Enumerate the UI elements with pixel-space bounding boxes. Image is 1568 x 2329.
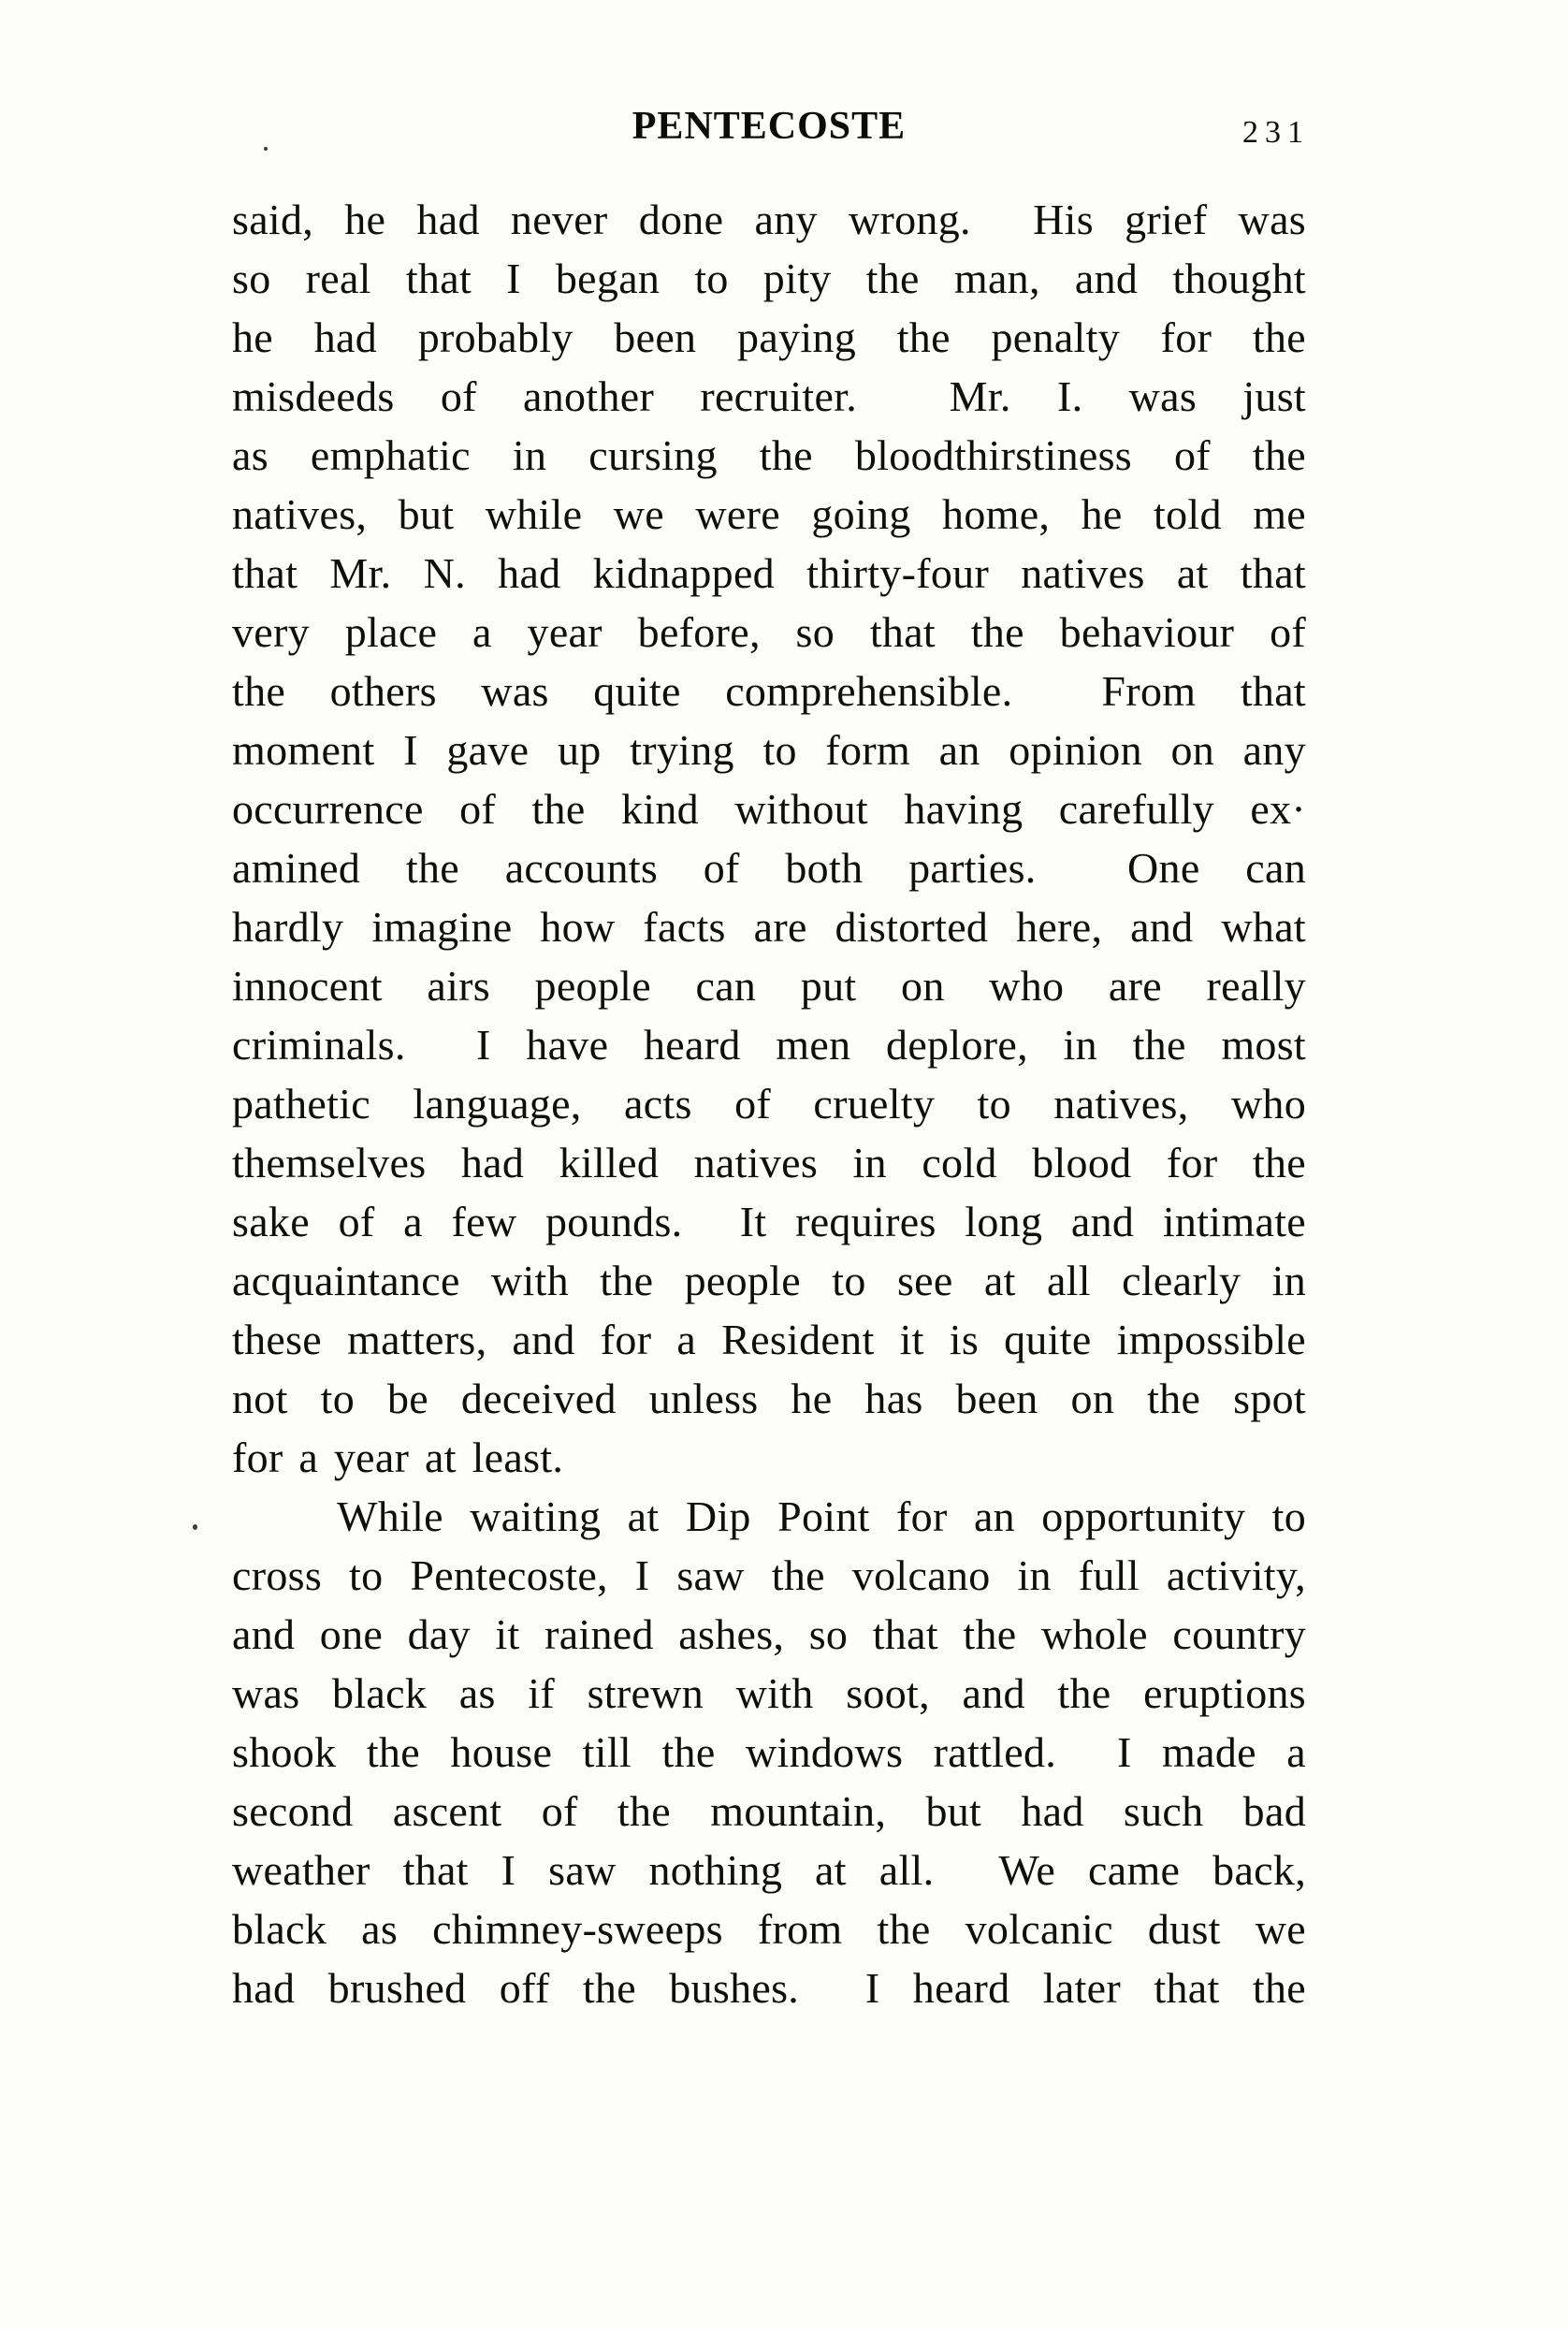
text-line: misdeeds of another recruiter. Mr. I. was just xyxy=(232,372,1306,420)
text-line: hardly imagine how facts are distorted here, and what xyxy=(232,903,1306,951)
text-line: amined the accounts of both parties. One can xyxy=(232,844,1306,892)
text-line: had brushed off the bushes. I heard later that the xyxy=(232,1964,1306,2012)
text-line: themselves had killed natives in cold blood for the xyxy=(232,1139,1306,1186)
text-line: as emphatic in cursing the bloodthirstiness of the xyxy=(232,431,1306,479)
text-line: not to be deceived unless he has been on the spot xyxy=(232,1375,1306,1422)
text-line: black as chimney-sweeps from the volcanic dust we xyxy=(232,1905,1306,1953)
text-line: these matters, and for a Resident it is quite impossible xyxy=(232,1316,1306,1363)
text-line: that Mr. N. had kidnapped thirty-four natives at that xyxy=(232,549,1306,597)
scan-artifact xyxy=(193,1524,197,1530)
text-line: pathetic language, acts of cruelty to natives, who xyxy=(232,1080,1306,1128)
text-line: and one day it rained ashes, so that the whole country xyxy=(232,1610,1306,1658)
page-text-block xyxy=(232,190,1306,2017)
text-line: shook the house till the windows rattled. I made a xyxy=(232,1728,1306,1776)
text-line: second ascent of the mountain, but had such bad xyxy=(232,1787,1306,1835)
text-line: so real that I began to pity the man, and thought xyxy=(232,255,1306,302)
text-line: moment I gave up trying to form an opinion on any xyxy=(232,726,1306,774)
scan-artifact xyxy=(264,147,268,151)
page-header-title: PENTECOSTE xyxy=(632,105,907,148)
text-line: innocent airs people can put on who are really xyxy=(232,962,1306,1010)
text-line: he had probably been paying the penalty for the xyxy=(232,313,1306,361)
text-line: sake of a few pounds. It requires long and intimate xyxy=(232,1198,1306,1245)
text-line: very place a year before, so that the behaviour of xyxy=(232,608,1306,656)
text-line: weather that I saw nothing at all. We came back, xyxy=(232,1846,1306,1894)
text-line: occurrence of the kind without having carefully ex· xyxy=(232,785,1306,833)
text-line: said, he had never done any wrong. His grief was xyxy=(232,196,1306,243)
text-line: cross to Pentecoste, I saw the volcano in full activity, xyxy=(232,1551,1306,1599)
text-line: acquaintance with the people to see at all clearly in xyxy=(232,1257,1306,1304)
text-line: the others was quite comprehensible. From that xyxy=(232,667,1306,715)
text-line: criminals. I have heard men deplore, in the most xyxy=(232,1021,1306,1069)
text-line: While waiting at Dip Point for an opportunity to xyxy=(337,1492,1306,1540)
text-line: natives, but while we were going home, he told me xyxy=(232,490,1306,538)
text-line: for a year at least. xyxy=(232,1434,564,1481)
page-number: 231 xyxy=(1242,115,1310,150)
text-line: was black as if strewn with soot, and the eruptions xyxy=(232,1669,1306,1717)
running-head xyxy=(232,101,1310,153)
